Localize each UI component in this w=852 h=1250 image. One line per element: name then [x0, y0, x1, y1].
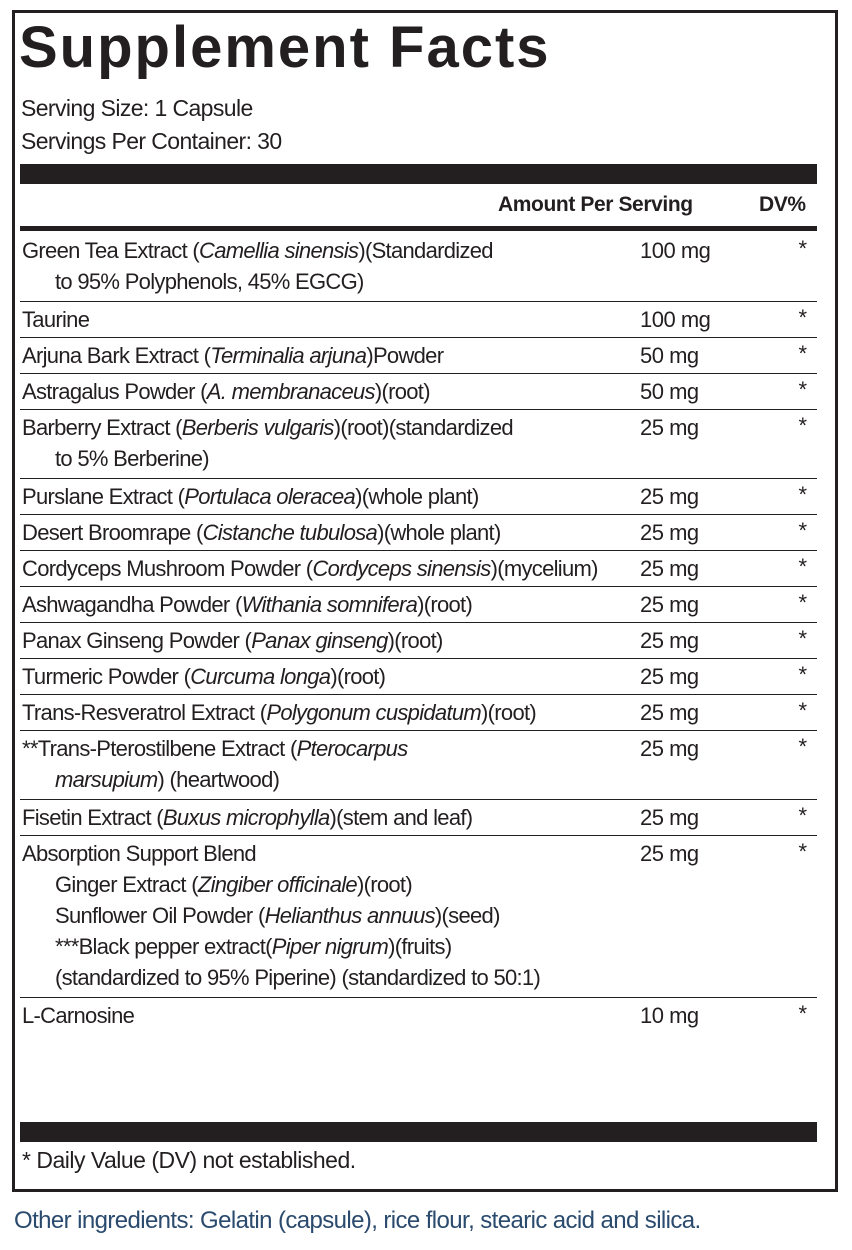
top-divider-bar: [20, 164, 817, 184]
ingredient-row: [20, 410, 817, 479]
ingredient-name: Ashwagandha Powder (Withania somnifera)(root): [22, 592, 473, 617]
ingredient-dv: *: [798, 341, 807, 366]
ingredient-row: [20, 338, 817, 374]
ingredient-name: Barberry Extract (Berberis vulgaris)(root)(standardized: [22, 415, 513, 440]
ingredient-name: Turmeric Powder (Curcuma longa)(root): [22, 664, 386, 689]
ingredient-dv: *: [798, 662, 807, 687]
ingredient-amount: 50 mg: [640, 343, 699, 368]
ingredient-row: [20, 659, 817, 695]
ingredient-dv: *: [798, 482, 807, 507]
ingredient-amount: 100 mg: [640, 307, 711, 332]
label-title: Supplement Facts: [19, 15, 551, 80]
ingredient-dv: *: [798, 305, 807, 330]
daily-value-footnote: * Daily Value (DV) not established.: [22, 1147, 356, 1173]
ingredient-name: Panax Ginseng Powder (Panax ginseng)(root): [22, 628, 443, 653]
ingredient-row: [20, 374, 817, 410]
ingredient-row: [20, 695, 817, 731]
ingredient-name: Purslane Extract (Portulaca oleracea)(whole plant): [22, 484, 479, 509]
ingredient-amount: 25 mg: [640, 700, 699, 725]
ingredient-row: [20, 731, 817, 800]
ingredient-row: [20, 800, 817, 836]
ingredient-detail: ***Black pepper extract(Piper nigrum)(fruits): [55, 934, 452, 959]
ingredient-name: **Trans-Pterostilbene Extract (Pterocarpus: [22, 736, 408, 761]
ingredient-detail: marsupium) (heartwood): [55, 767, 280, 792]
ingredient-name: L-Carnosine: [22, 1003, 135, 1028]
ingredient-dv: *: [798, 377, 807, 402]
ingredient-row: [20, 836, 817, 998]
ingredient-dv: *: [798, 1001, 807, 1026]
header-dv: DV%: [759, 193, 806, 216]
ingredient-detail: Sunflower Oil Powder (Helianthus annuus)(seed): [55, 903, 500, 928]
ingredient-amount: 10 mg: [640, 1003, 699, 1028]
other-ingredients: Other ingredients: Gelatin (capsule), rice flour, stearic acid and silica.: [14, 1207, 701, 1234]
ingredient-amount: 25 mg: [640, 556, 699, 581]
ingredient-dv: *: [798, 590, 807, 615]
ingredient-amount: 25 mg: [640, 736, 699, 761]
ingredient-name: Arjuna Bark Extract (Terminalia arjuna)Powder: [22, 343, 444, 368]
ingredient-amount: 25 mg: [640, 484, 699, 509]
ingredient-row: [20, 302, 817, 338]
header-divider-bar: [20, 226, 817, 231]
ingredient-row: [20, 623, 817, 659]
ingredient-name: Fisetin Extract (Buxus microphylla)(stem and leaf): [22, 805, 473, 830]
ingredient-name: Taurine: [22, 307, 90, 332]
ingredient-dv: *: [798, 554, 807, 579]
bottom-divider-bar: [20, 1122, 817, 1142]
ingredient-amount: 25 mg: [640, 628, 699, 653]
ingredient-dv: *: [798, 839, 807, 864]
servings-per-container: Servings Per Container: 30: [21, 128, 282, 154]
ingredient-dv: *: [798, 803, 807, 828]
ingredient-amount: 25 mg: [640, 592, 699, 617]
serving-size: Serving Size: 1 Capsule: [21, 95, 253, 121]
ingredient-dv: *: [798, 734, 807, 759]
ingredient-row: [20, 233, 817, 302]
ingredient-amount: 25 mg: [640, 415, 699, 440]
ingredient-dv: *: [798, 698, 807, 723]
ingredient-detail: Ginger Extract (Zingiber officinale)(root): [55, 872, 412, 897]
ingredient-detail: (standardized to 95% Piperine) (standardized to 50:1): [55, 965, 541, 990]
ingredient-row: [20, 479, 817, 515]
ingredient-amount: 25 mg: [640, 664, 699, 689]
ingredient-amount: 100 mg: [640, 238, 711, 263]
ingredient-row: [20, 998, 817, 1033]
header-amount-per-serving: Amount Per Serving: [498, 193, 693, 216]
ingredient-name: Astragalus Powder (A. membranaceus)(root): [22, 379, 430, 404]
ingredient-detail: to 95% Polyphenols, 45% EGCG): [55, 269, 364, 294]
ingredient-table: [20, 233, 817, 1033]
ingredient-dv: *: [798, 626, 807, 651]
ingredient-amount: 25 mg: [640, 520, 699, 545]
ingredient-amount: 25 mg: [640, 805, 699, 830]
ingredient-amount: 50 mg: [640, 379, 699, 404]
ingredient-dv: *: [798, 518, 807, 543]
ingredient-dv: *: [798, 413, 807, 438]
ingredient-name: Trans-Resveratrol Extract (Polygonum cuspidatum)(root): [22, 700, 537, 725]
ingredient-name: Absorption Support Blend: [22, 841, 256, 866]
ingredient-row: [20, 587, 817, 623]
ingredient-row: [20, 551, 817, 587]
ingredient-name: Desert Broomrape (Cistanche tubulosa)(whole plant): [22, 520, 501, 545]
ingredient-dv: *: [798, 236, 807, 261]
ingredient-name: Cordyceps Mushroom Powder (Cordyceps sinensis)(mycelium): [22, 556, 598, 581]
ingredient-row: [20, 515, 817, 551]
ingredient-detail: to 5% Berberine): [55, 446, 209, 471]
ingredient-amount: 25 mg: [640, 841, 699, 866]
ingredient-name: Green Tea Extract (Camellia sinensis)(Standardized: [22, 238, 493, 263]
